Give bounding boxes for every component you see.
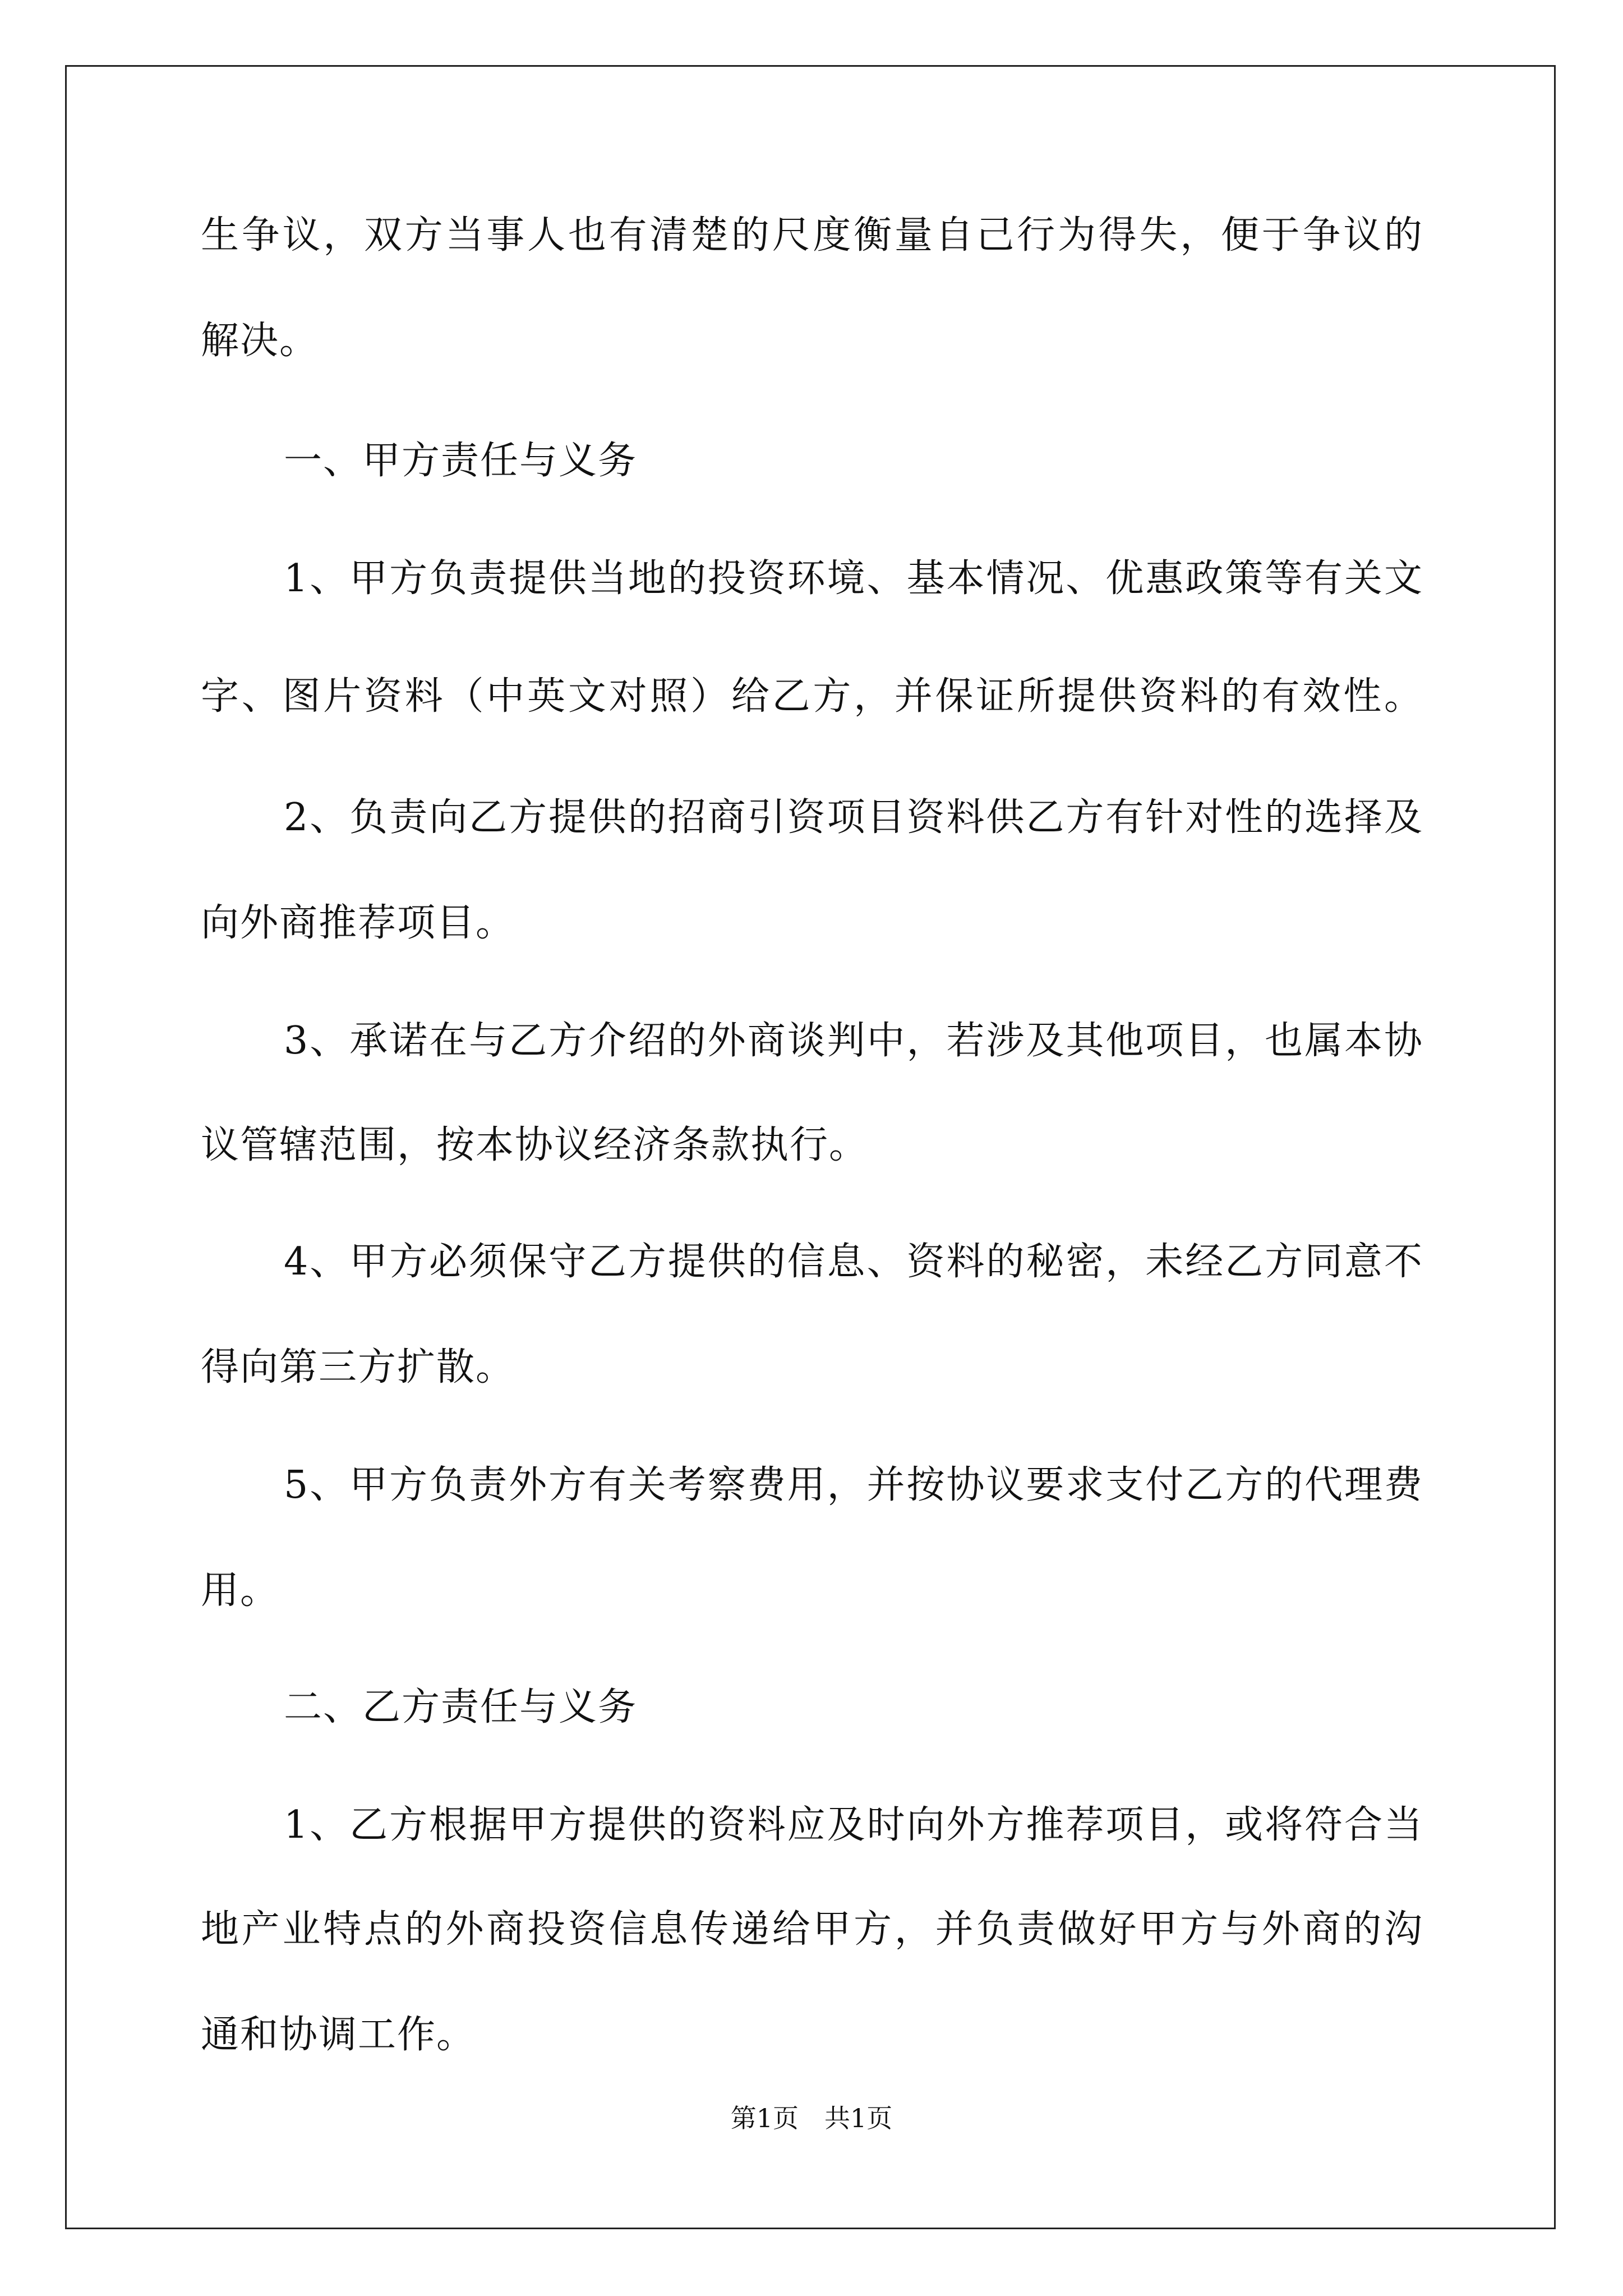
text-line: 用。 (201, 1568, 280, 1613)
text-line: 4、甲方必须保守乙方提供的信息、资料的秘密，未经乙方同意不 (284, 1240, 1423, 1284)
text-line: 1、乙方根据甲方提供的资料应及时向外方推荐项目，或将符合当 (284, 1803, 1423, 1847)
text-line: 1、甲方负责提供当地的投资环境、基本情况、优惠政策等有关文 (284, 556, 1423, 601)
text-line: 3、承诺在与乙方介绍的外商谈判中，若涉及其他项目，也属本协 (284, 1019, 1423, 1063)
text-line: 生争议，双方当事人也有清楚的尺度衡量自己行为得失，便于争议的 (201, 213, 1423, 257)
section-heading: 一、甲方责任与义务 (284, 439, 638, 483)
text-line: 5、甲方负责外方有关考察费用，并按协议要求支付乙方的代理费 (284, 1463, 1423, 1507)
text-line: 字、图片资料（中英文对照）给乙方，并保证所提供资料的有效性。 (201, 674, 1423, 719)
page-number: 第1页 共1页 (730, 2103, 893, 2133)
text-line: 地产业特点的外商投资信息传递给甲方，并负责做好甲方与外商的沟 (201, 1907, 1423, 1952)
text-line: 解决。 (201, 319, 319, 363)
section-heading: 二、乙方责任与义务 (284, 1685, 638, 1729)
text-line: 议管辖范围，按本协议经济条款执行。 (201, 1123, 869, 1167)
page-footer (0, 2098, 1623, 2135)
text-line: 通和协调工作。 (201, 2013, 476, 2057)
text-line: 向外商推荐项目。 (201, 901, 515, 945)
text-line: 得向第三方扩散。 (201, 1345, 515, 1389)
text-line: 2、负责向乙方提供的招商引资项目资料供乙方有针对性的选择及 (284, 795, 1423, 840)
